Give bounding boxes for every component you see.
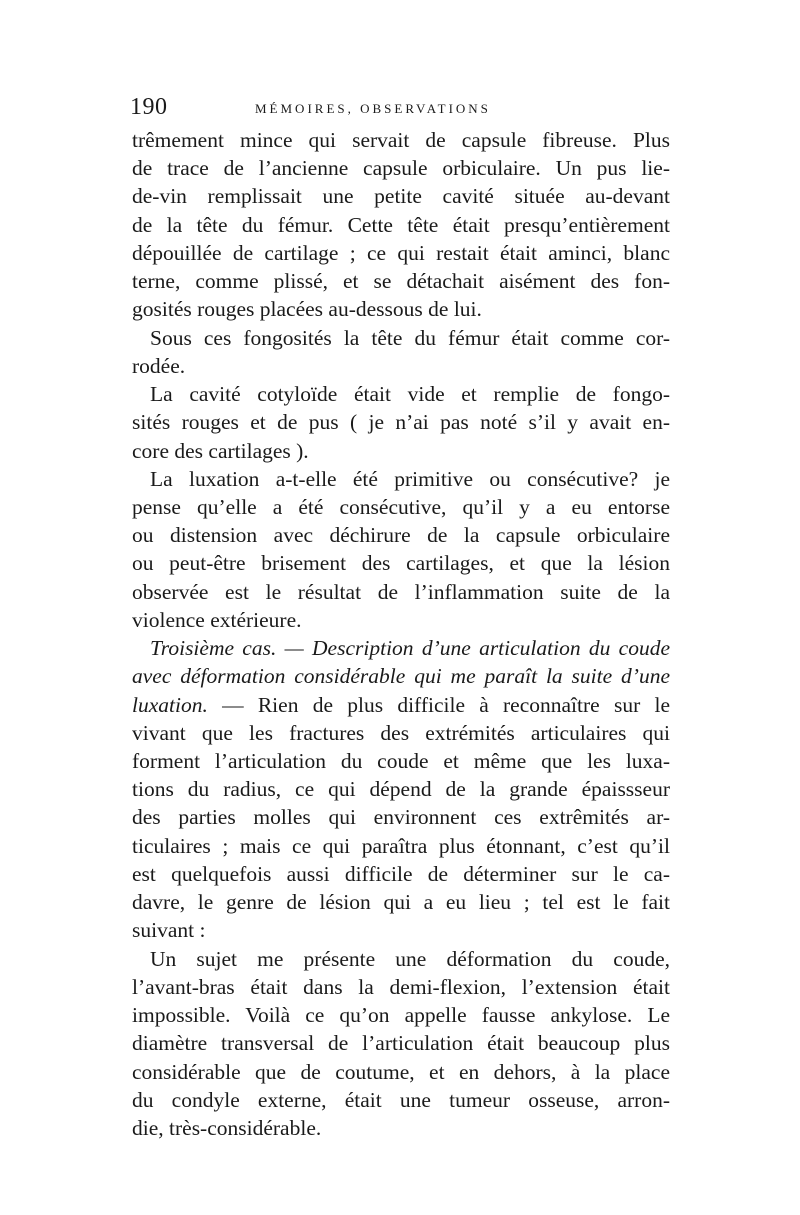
- text-line: de trace de l’ancienne capsule orbiculaire. Un pus lie-: [132, 156, 670, 180]
- text-line: davre, le genre de lésion qui a eu lieu ; tel est le fait: [132, 890, 670, 914]
- running-head: MÉMOIRES, OBSERVATIONS: [255, 101, 491, 116]
- text-line: trêmement mince qui servait de capsule fibreuse. Plus: [132, 128, 670, 152]
- page-header: [130, 94, 670, 124]
- text-line: l’avant-bras était dans la demi-flexion, l’extension était: [132, 975, 670, 999]
- text-line: des parties molles qui environnent ces extrêmités ar-: [132, 805, 670, 829]
- text-line: Un sujet me présente une déformation du coude,: [150, 947, 670, 971]
- text-line: violence extérieure.: [132, 608, 302, 632]
- section-heading-line: Troisième cas. — Description d’une articulation du coude: [150, 636, 670, 660]
- text-line: est quelquefois aussi difficile de déterminer sur le ca-: [132, 862, 670, 886]
- text-line: core des cartilages ).: [132, 439, 309, 463]
- text-line: tions du radius, ce qui dépend de la grande épaissseur: [132, 777, 670, 801]
- text-line: vivant que les fractures des extrémités articulaires qui: [132, 721, 670, 745]
- text-line: gosités rouges placées au-dessous de lui.: [132, 297, 482, 321]
- text-line: rodée.: [132, 354, 186, 378]
- text-line: ou peut-être brisement des cartilages, et que la lésion: [132, 551, 670, 575]
- text-line: de la tête du fémur. Cette tête était presqu’entièrement: [132, 213, 670, 237]
- text-line: observée est le résultat de l’inflammation suite de la: [132, 580, 670, 604]
- text-line-rest: — Rien de plus difficile à reconnaître sur le: [207, 693, 670, 717]
- text-line: [132, 690, 670, 720]
- text-line: ou distension avec déchirure de la capsule orbiculaire: [132, 523, 670, 547]
- text-line: dépouillée de cartilage ; ce qui restait était aminci, blanc: [132, 241, 670, 265]
- text-line: diamètre transversal de l’articulation était beaucoup plus: [132, 1031, 670, 1055]
- text-line: terne, comme plissé, et se détachait aisément des fon-: [132, 269, 670, 293]
- text-line: Sous ces fongosités la tête du fémur était comme cor-: [150, 326, 670, 350]
- text-line: de-vin remplissait une petite cavité située au-devant: [132, 184, 670, 208]
- page-number: 190: [130, 94, 168, 120]
- section-heading-end: luxation.: [132, 693, 208, 717]
- text-line: La cavité cotyloïde était vide et remplie de fongo-: [150, 382, 670, 406]
- text-line: pense qu’elle a été consécutive, qu’il y a eu entorse: [132, 495, 670, 519]
- section-heading-line: avec déformation considérable qui me paraît la suite d’une: [132, 664, 670, 688]
- text-line: forment l’articulation du coude et même que les luxa-: [132, 749, 670, 773]
- text-line: die, très-considérable.: [132, 1116, 322, 1140]
- text-line: La luxation a-t-elle été primitive ou consécutive? je: [150, 467, 670, 491]
- text-line: considérable que de coutume, et en dehors, à la place: [132, 1060, 670, 1084]
- text-line: sités rouges et de pus ( je n’ai pas noté s’il y avait en-: [132, 410, 670, 434]
- text-line: ticulaires ; mais ce qui paraîtra plus étonnant, c’est qu’il: [132, 834, 670, 858]
- text-line: suivant :: [132, 918, 206, 942]
- text-line: impossible. Voilà ce qu’on appelle fausse ankylose. Le: [132, 1003, 670, 1027]
- text-line: du condyle externe, était une tumeur osseuse, arron-: [132, 1088, 670, 1112]
